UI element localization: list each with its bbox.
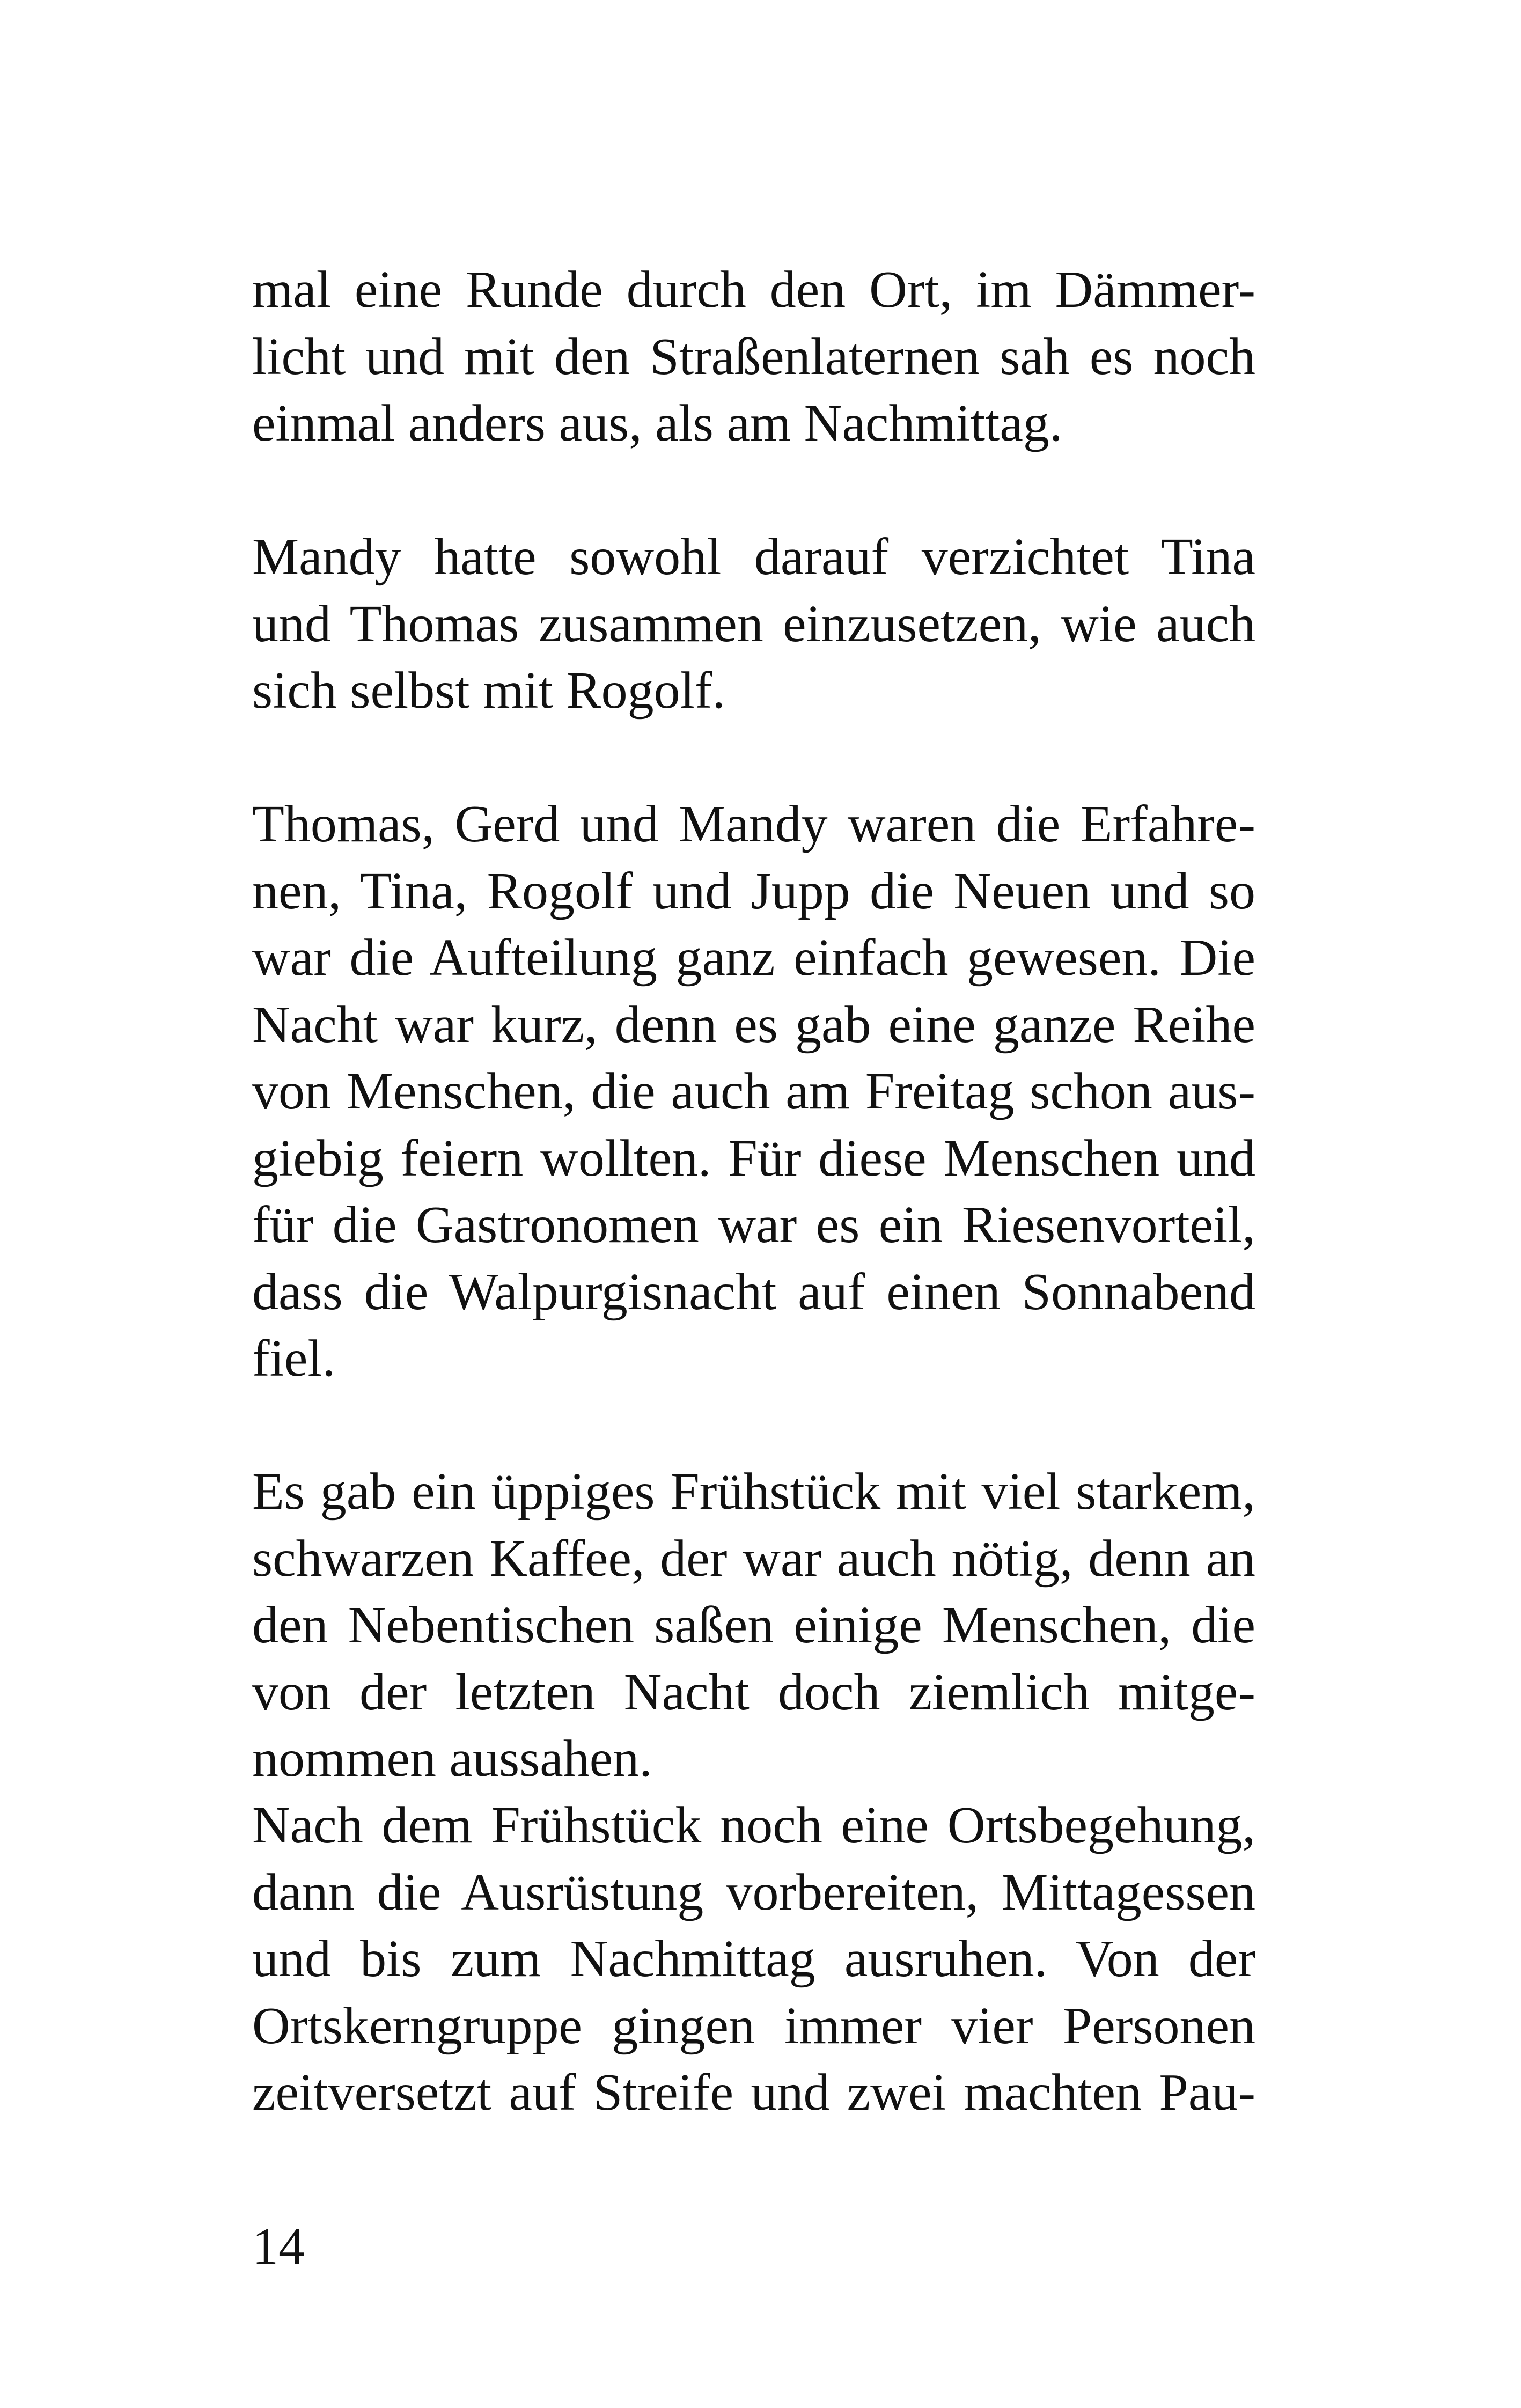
text-line: Mandy hatte sowohl darauf verzichtet Tina (252, 528, 1255, 586)
paragraph-4 (252, 1458, 1255, 1793)
text-line: nommen aussahen. (252, 1730, 652, 1788)
text-line: von der letzten Nacht doch ziemlich mitge- (252, 1663, 1255, 1721)
text-line: licht und mit den Straßenlaternen sah es noch (252, 327, 1255, 386)
paragraph-1 (252, 256, 1255, 457)
text-line: nen, Tina, Rogolf und Jupp die Neuen und so (252, 862, 1255, 920)
text-line: war die Aufteilung ganz einfach gewesen. Die (252, 929, 1255, 987)
text-line: mal eine Runde durch den Ort, im Dämmer- (252, 261, 1255, 319)
text-line: und bis zum Nachmittag ausruhen. Von der (252, 1930, 1255, 1988)
paragraph-2 (252, 524, 1255, 724)
text-line: Thomas, Gerd und Mandy waren die Erfahre- (252, 795, 1255, 853)
text-line: und Thomas zusammen einzusetzen, wie auch (252, 594, 1255, 653)
text-line: schwarzen Kaffee, der war auch nötig, denn an (252, 1529, 1255, 1588)
text-line: Ortskerngruppe gingen immer vier Personen (252, 1996, 1255, 2055)
text-line: Nach dem Frühstück noch eine Ortsbegehung, (252, 1796, 1255, 1854)
text-line: zeitversetzt auf Streife und zwei machten Pau- (252, 2064, 1255, 2121)
text-line: Nacht war kurz, denn es gab eine ganze Reihe (252, 995, 1255, 1054)
page-number: 14 (252, 2218, 305, 2275)
text-line: dann die Ausrüstung vorbereiten, Mittagessen (252, 1863, 1255, 1921)
text-line: einmal anders aus, als am Nachmittag. (252, 394, 1063, 452)
text-line: fiel. (252, 1330, 336, 1387)
text-line: sich selbst mit Rogolf. (252, 662, 725, 720)
text-line: dass die Walpurgisnacht auf einen Sonnabend (252, 1262, 1255, 1321)
paragraph-3 (252, 791, 1255, 1392)
text-line: giebig feiern wollten. Für diese Menschen und (252, 1129, 1255, 1187)
text-line: den Nebentischen saßen einige Menschen, die (252, 1596, 1255, 1654)
text-line: von Menschen, die auch am Freitag schon aus- (252, 1062, 1255, 1120)
text-line: für die Gastronomen war es ein Riesenvorteil, (252, 1196, 1255, 1254)
text-line: Es gab ein üppiges Frühstück mit viel starkem, (252, 1463, 1255, 1521)
paragraph-5 (252, 1792, 1255, 2126)
